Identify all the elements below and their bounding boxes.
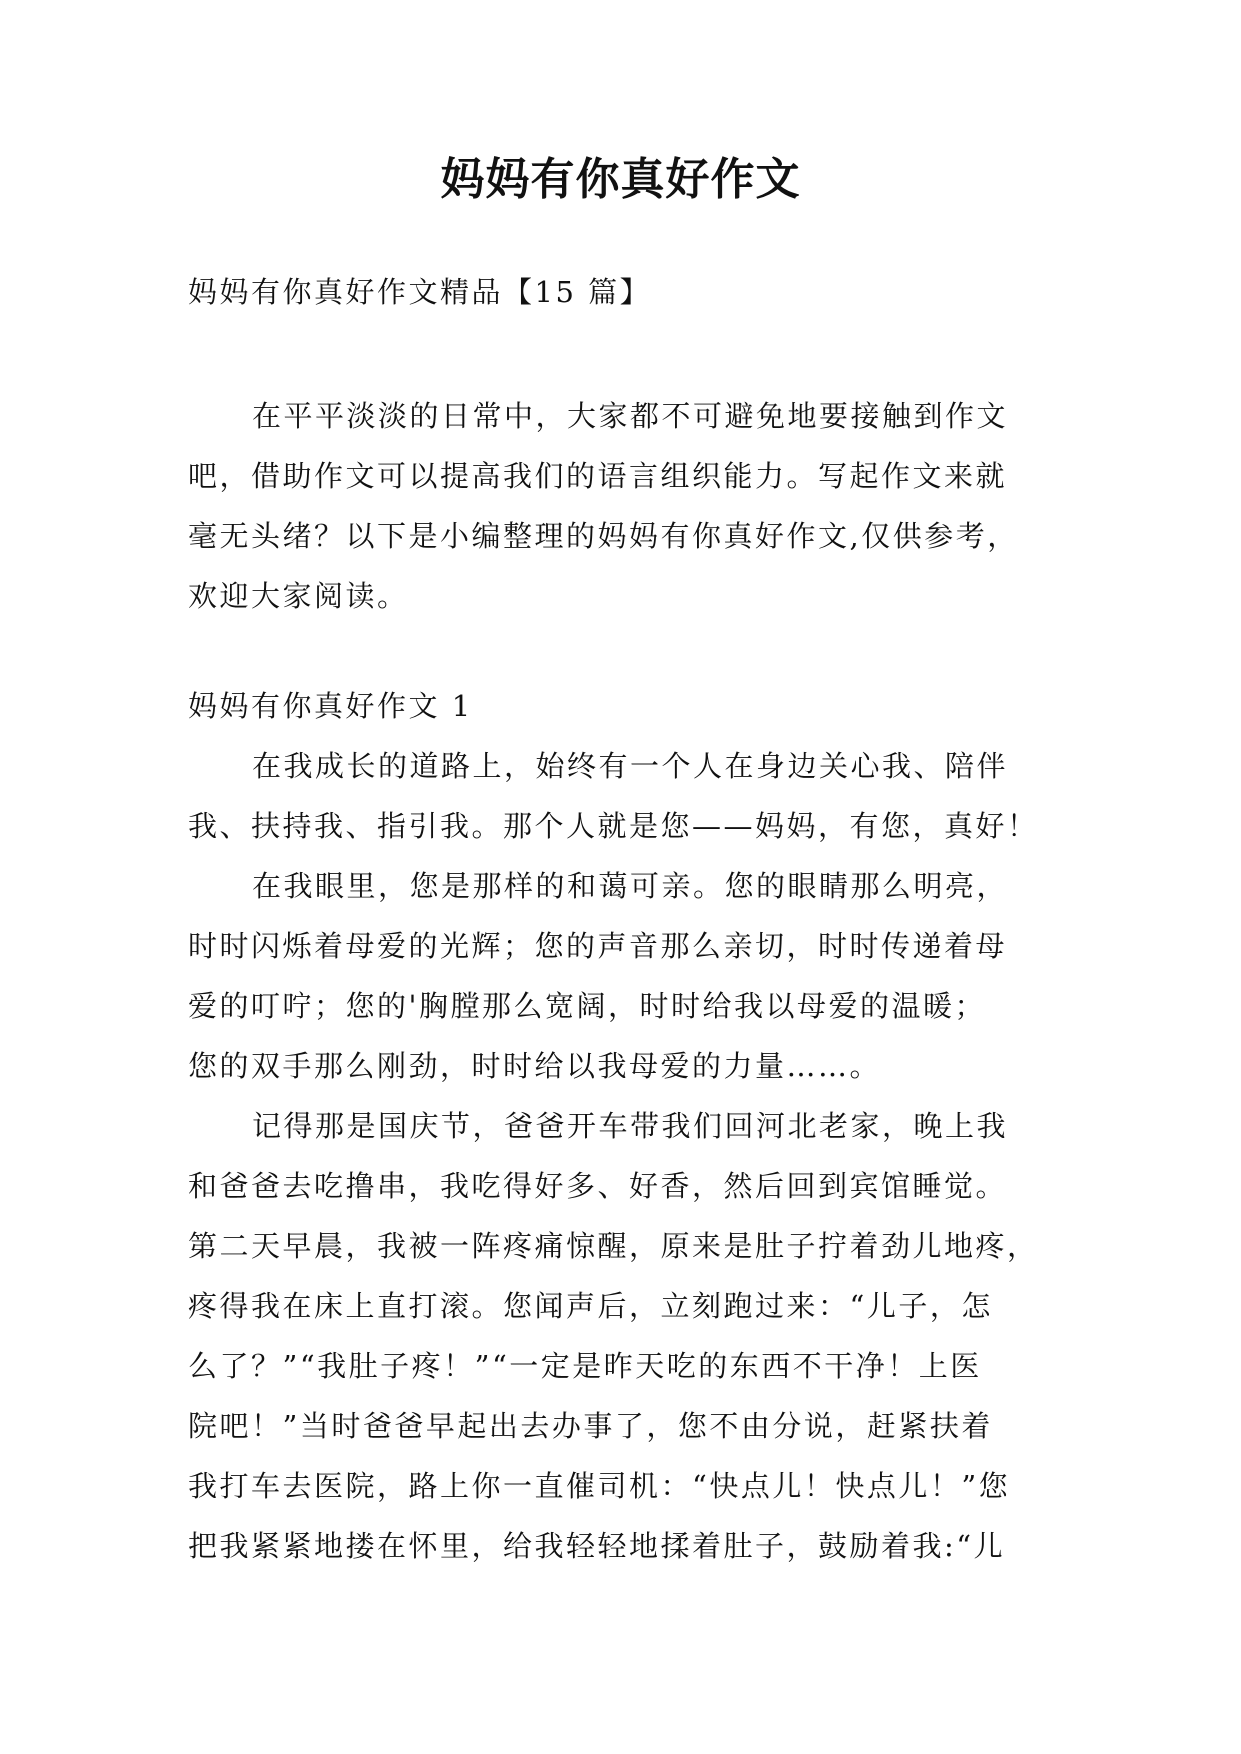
paragraph-line: 么了？”“我肚子疼！”“一定是昨天吃的东西不干净！上医 [188, 1349, 982, 1383]
intro-line: 吧，借助作文可以提高我们的语言组织能力。写起作文来就 [188, 459, 1008, 493]
paragraph-line: 和爸爸去吃撸串，我吃得好多、好香，然后回到宾馆睡觉。 [188, 1169, 1008, 1203]
document-subtitle: 妈妈有你真好作文精品【15 篇】 [188, 275, 652, 309]
paragraph-line: 记得那是国庆节，爸爸开车带我们回河北老家，晚上我 [252, 1109, 1009, 1143]
section-1 [188, 676, 1068, 1576]
paragraph-line: 您的双手那么刚劲，时时给以我母爱的力量……。 [188, 1049, 882, 1083]
intro-line: 毫无头绪？以下是小编整理的妈妈有你真好作文,仅供参考， [188, 519, 1019, 553]
paragraph-line: 爱的叮咛；您的'胸膛那么宽阔，时时给我以母爱的温暖； [188, 989, 986, 1023]
intro-line: 在平平淡淡的日常中，大家都不可避免地要接触到作文 [252, 399, 1009, 433]
paragraph-2 [188, 856, 1068, 1096]
document-body [188, 262, 1068, 1576]
paragraph-line: 院吧！”当时爸爸早起出去办事了，您不由分说，赶紧扶着 [188, 1409, 993, 1443]
paragraph-line: 把我紧紧地搂在怀里，给我轻轻地揉着肚子，鼓励着我:“儿 [188, 1529, 1006, 1563]
paragraph-line: 疼得我在床上直打滚。您闻声后，立刻跑过来：“儿子，怎 [188, 1289, 993, 1323]
intro-line: 欢迎大家阅读。 [188, 579, 409, 613]
intro-paragraph [188, 386, 1068, 626]
paragraph-line: 时时闪烁着母爱的光辉；您的声音那么亲切，时时传递着母 [188, 929, 1008, 963]
section-heading: 妈妈有你真好作文 1 [188, 689, 473, 723]
paragraph-line: 我打车去医院，路上你一直催司机：“快点儿！快点儿！”您 [188, 1469, 1011, 1503]
document-title: 妈妈有你真好作文 [440, 154, 801, 205]
paragraph-3 [188, 1096, 1068, 1576]
paragraph-line: 在我眼里，您是那样的和蔼可亲。您的眼睛那么明亮， [252, 869, 1009, 903]
paragraph-line: 我、扶持我、指引我。那个人就是您——妈妈，有您，真好！ [188, 809, 1039, 843]
paragraph-1 [188, 736, 1068, 856]
paragraph-line: 在我成长的道路上，始终有一个人在身边关心我、陪伴 [252, 749, 1009, 783]
paragraph-line: 第二天早晨，我被一阵疼痛惊醒，原来是肚子拧着劲儿地疼， [188, 1229, 1039, 1263]
